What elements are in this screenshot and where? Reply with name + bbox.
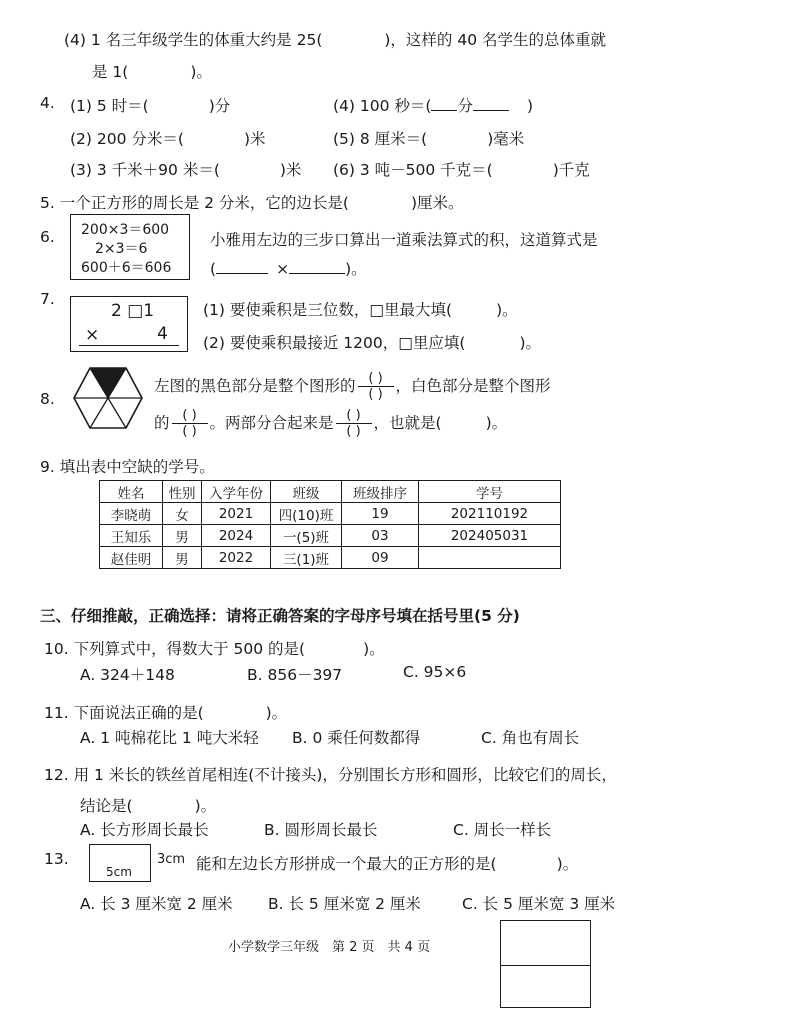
table-cell-answer-blank[interactable] xyxy=(419,547,561,569)
q7-top-number: 2 □1 xyxy=(111,301,155,321)
score-box xyxy=(500,920,591,1008)
q13-option-c: C. 长 5 厘米宽 3 厘米 xyxy=(462,895,616,913)
q11-option-c: C. 角也有周长 xyxy=(481,729,580,747)
q8-fraction-white: $\frac{( )}{( )}$ xyxy=(172,409,208,438)
q6-answer: ( × )。 xyxy=(210,260,367,278)
q7-part1: (1) 要使乘积是三位数，□里最大填( )。 xyxy=(203,301,518,319)
table-header-id: 学号 xyxy=(419,481,561,503)
q12-option-c: C. 周长一样长 xyxy=(453,821,552,839)
q6-calc-line-1: 200×3＝600 xyxy=(81,222,170,238)
page-footer: 小学数学三年级 第 2 页 共 4 页 xyxy=(228,940,431,955)
q6-text: 小雅用左边的三步口算出一道乘法算式的积，这道算式是 xyxy=(210,231,598,249)
q13-option-a: A. 长 3 厘米宽 2 厘米 xyxy=(80,895,233,913)
q13-rect-width-label: 5cm xyxy=(106,865,132,879)
q11-text: 11. 下面说法正确的是( )。 xyxy=(44,704,288,722)
q6-number: 6. xyxy=(40,228,55,246)
table-header-gender: 性别 xyxy=(163,481,202,503)
q10-text: 10. 下列算式中，得数大于 500 的是( )。 xyxy=(44,640,385,658)
q5-text: 5. 一个正方形的周长是 2 分米，它的边长是( )厘米。 xyxy=(40,194,464,212)
q8-number: 8. xyxy=(40,390,55,408)
section3-title: 三、仔细推敲，正确选择：请将正确答案的字母序号填在括号里(5 分) xyxy=(40,607,520,625)
q10-option-b: B. 856－397 xyxy=(247,666,343,684)
q4-number: 4. xyxy=(40,94,55,112)
q4-item-1: (1) 5 时＝( )分 xyxy=(70,97,231,115)
q10-option-c: C. 95×6 xyxy=(403,663,467,681)
q13-text: 能和左边长方形拼成一个最大的正方形的是( )。 xyxy=(196,855,579,873)
q3-part4-line2: 是 1( )。 xyxy=(92,63,212,81)
q7-part2: (2) 要使乘积最接近 1200，□里应填( )。 xyxy=(203,334,542,352)
table-row: 王知乐 男 2024 一(5)班 03 202405031 xyxy=(100,525,561,547)
q7-number: 7. xyxy=(40,290,55,308)
q8-fraction-total: $\frac{( )}{( )}$ xyxy=(336,409,372,438)
q8-line1: 左图的黑色部分是整个图形的 $\frac{( )}{( )}$ ，白色部分是整个图形 xyxy=(154,371,551,402)
q12-option-a: A. 长方形周长最长 xyxy=(80,821,209,839)
table-header-name: 姓名 xyxy=(100,481,163,503)
q8-line2: 的 $\frac{( )}{( )}$ 。两部分合起来是 $\frac{( )}{( )}$ ，也就是( )。 xyxy=(154,408,508,439)
q11-option-b: B. 0 乘任何数都得 xyxy=(292,729,421,747)
score-box-divider xyxy=(501,965,590,966)
q13-option-b: B. 长 5 厘米宽 2 厘米 xyxy=(268,895,421,913)
table-header-year: 入学年份 xyxy=(202,481,271,503)
q13-rectangle xyxy=(89,844,151,882)
q9-text: 9. 填出表中空缺的学号。 xyxy=(40,458,215,476)
table-row: 李晓萌 女 2021 四(10)班 19 202110192 xyxy=(100,503,561,525)
q8-fraction-black: $\frac{( )}{( )}$ xyxy=(358,372,394,401)
q7-bottom-number: 4 xyxy=(157,324,168,344)
q6-calculation-box xyxy=(70,214,190,280)
q13-number: 13. xyxy=(44,850,69,868)
q4-item-2: (2) 200 分米＝( )米 xyxy=(70,130,266,148)
q11-option-a: A. 1 吨棉花比 1 吨大米轻 xyxy=(80,729,259,747)
q12-option-b: B. 圆形周长最长 xyxy=(264,821,378,839)
student-info-table xyxy=(99,480,561,569)
table-header-order: 班级排序 xyxy=(342,481,419,503)
q7-result-line xyxy=(79,345,179,346)
q6-calc-line-2: 2×3＝6 xyxy=(95,241,148,257)
q13-rect-height-label: 3cm xyxy=(157,852,186,867)
table-row: 赵佳明 男 2022 三(1)班 09 xyxy=(100,547,561,569)
table-header-row xyxy=(100,481,561,503)
q4-item-3: (3) 3 千米＋90 米＝( )米 xyxy=(70,161,302,179)
hexagon-figure xyxy=(72,366,144,430)
table-header-class: 班级 xyxy=(271,481,342,503)
q10-option-a: A. 324＋148 xyxy=(80,666,175,684)
q4-item-6: (6) 3 吨－500 千克＝( )千克 xyxy=(333,161,590,179)
q3-part4-line1: (4) 1 名三年级学生的体重大约是 25( )，这样的 40 名学生的总体重就 xyxy=(64,31,607,49)
q7-times-sign: × xyxy=(85,325,100,345)
q7-vertical-multiplication xyxy=(70,296,188,352)
q6-calc-line-3: 600＋6＝606 xyxy=(81,260,172,276)
q12-line1: 12. 用 1 米长的铁丝首尾相连(不计接头)，分别围长方形和圆形，比较它们的周长， xyxy=(44,766,617,784)
q12-line2: 结论是( )。 xyxy=(80,797,217,815)
q4-item-4: (4) 100 秒＝( 分 ) xyxy=(333,97,534,115)
q4-item-5: (5) 8 厘米＝( )毫米 xyxy=(333,130,525,148)
